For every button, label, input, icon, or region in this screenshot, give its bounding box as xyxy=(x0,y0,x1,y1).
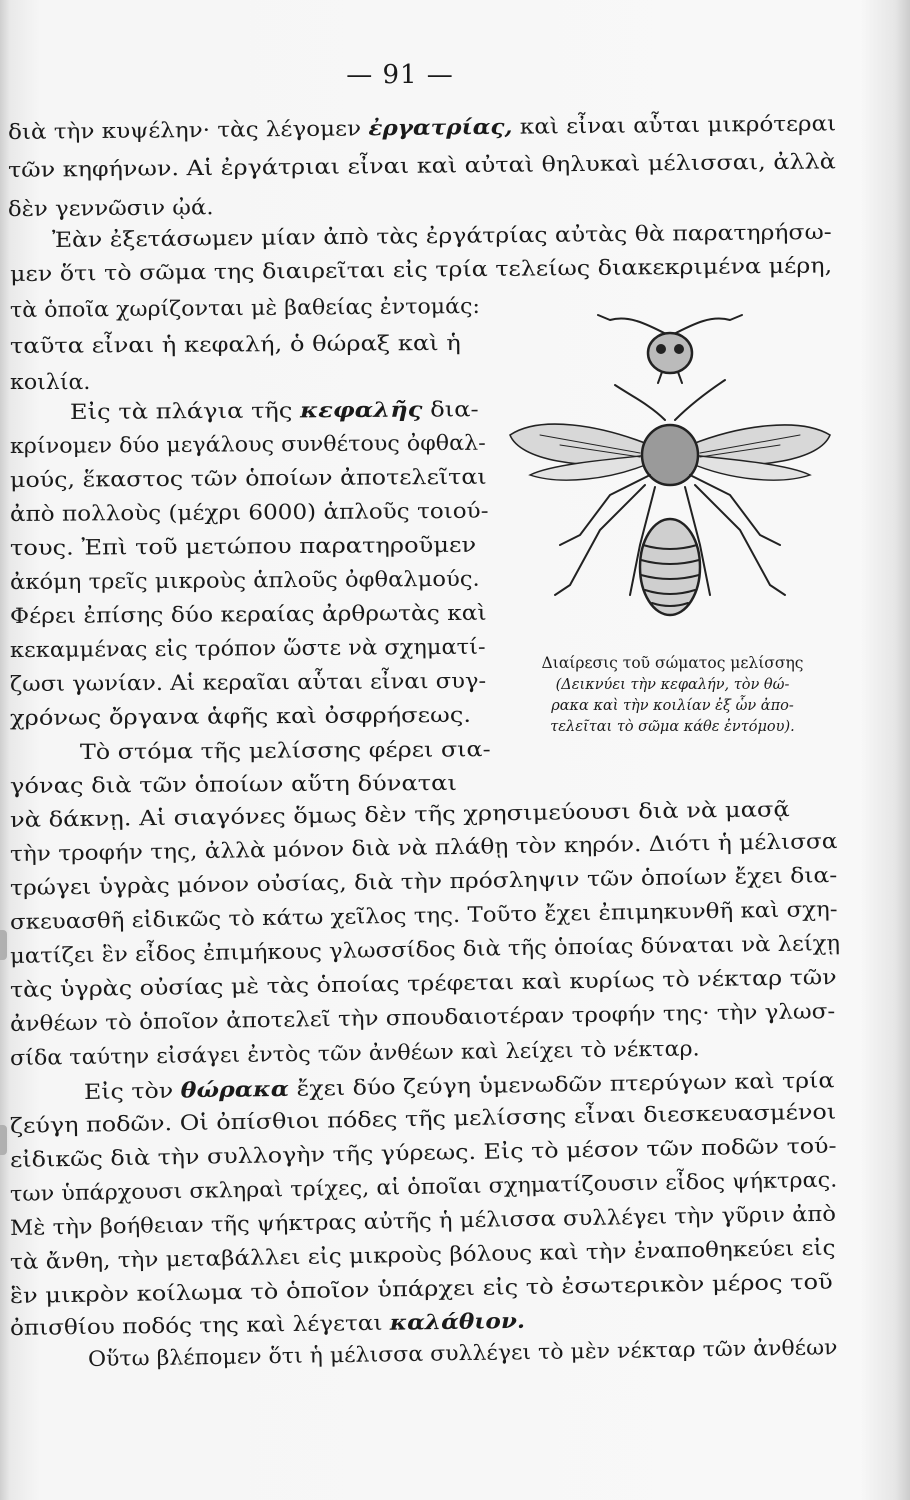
binding-hole xyxy=(0,1125,7,1155)
caption-title: Διαίρεσις τοῦ σώματος μελίσσης xyxy=(541,654,804,672)
text-line: τὰς ὑγρὰς οὐσίας μὲ τὰς ὁποίας τρέφεται καὶ κυρίως τὸ νέκταρ τῶν xyxy=(9,965,837,1002)
caption-text-line: (Δεικνύει τὴν κεφαλήν, τὸν θώ- xyxy=(555,677,790,693)
text-line: μούς, ἕκαστος τῶν ὁποίων ἀποτελεῖται xyxy=(9,464,487,492)
text-line: ἀνθέων τὸ ὁποῖον ἀποτελεῖ τὴν σπουδαιοτέραν τροφήν της· τὴν γλωσ- xyxy=(9,999,836,1036)
text-line: τρώγει ὑγρὰς μόνον οὐσίας, διὰ τὴν πρόσληψιν τῶν ὁποίων ἔχει δια- xyxy=(9,863,838,900)
figure-caption xyxy=(500,652,845,738)
text-line: ὀπισθίου ποδός της καὶ λέγεται καλάθιον. xyxy=(9,1307,526,1340)
text-line: σίδα ταύτην εἰσάγει ἐντὸς τῶν ἀνθέων καὶ λείχει τὸ νέκταρ. xyxy=(9,1036,700,1070)
text-line: Εἰς τὸν θώρακα ἔχει δύο ζεύγη ὑμενωδῶν πτερύγων καὶ τρία xyxy=(83,1068,835,1104)
text-line: κοιλία. xyxy=(10,370,91,394)
text-line: Μὲ τὴν βοήθειαν τῆς ψήκτρας αὐτῆς ἡ μέλισσα συλλέγει τὴν γῦριν ἀπὸ xyxy=(9,1201,837,1240)
text-line: νὰ δάκνῃ. Αἱ σιαγόνες ὅμως δὲν τῆς χρησιμεύουσι διὰ νὰ μασᾷ xyxy=(9,797,790,832)
binding-hole xyxy=(0,930,7,960)
text-line: κεκαμμένας εἰς τρόπον ὥστε νὰ σχηματί- xyxy=(9,634,486,662)
text-line: Φέρει ἐπίσης δύο κεραίας ἀρθρωτὰς καὶ xyxy=(9,600,487,628)
text-line: των ὑπάρχουσι σκληραὶ τρίχες, αἱ ὁποῖαι σχηματίζουσιν εἶδος ψήκτρας. xyxy=(9,1167,838,1206)
bee-abdomen-drawing xyxy=(640,519,700,615)
text-line: τὰ ὁποῖα χωρίζονται μὲ βαθείας ἐντομάς: xyxy=(9,293,481,322)
text-line: ματίζει ἓν εἶδος ἐπιμήκους γλωσσίδος διὰ τῆς ὁποίας δύναται νὰ λείχῃ xyxy=(9,930,841,968)
text-line: τους. Ἐπὶ τοῦ μετώπου παρατηροῦμεν xyxy=(9,532,477,560)
text-line: σκευασθῆ εἰδικῶς τὸ κάτω χεῖλος της. Τοῦτο ἔχει ἐπιμηκυνθῆ καὶ σχη- xyxy=(9,897,838,934)
text-line: Ἐὰν ἐξετάσωμεν μίαν ἀπὸ τὰς ἐργάτρίας αὐτὰς θὰ παρατηρήσω- xyxy=(51,219,832,252)
bee-body-illustration xyxy=(500,295,840,635)
text-line: Οὕτω βλέπομεν ὅτι ἡ μέλισσα συλλέγει τὸ μὲν νέκταρ τῶν ἀνθέων xyxy=(87,1335,838,1371)
text-line: ταῦτα εἶναι ἡ κεφαλή, ὁ θώραξ καὶ ἡ xyxy=(9,330,461,358)
text-line: κρίνομεν δύο μεγάλους συνθέτους ὀφθαλ- xyxy=(9,430,486,458)
text-line: τὰ ἄνθη, τὴν μεταβάλλει εἰς μικροὺς βόλους καὶ τὴν ἐναποθηκεύει εἰς xyxy=(9,1235,836,1274)
text-line: Τὸ στόμα τῆς μελίσσης φέρει σια- xyxy=(79,737,491,764)
text-line: ζωσι γωνίαν. Αἱ κεραῖαι αὗται εἶναι συγ- xyxy=(9,668,487,696)
text-line: χρόνως ὄργανα ἁφῆς καὶ ὀσφρήσεως. xyxy=(9,702,472,730)
text-line: ἀπὸ πολλοὺς (μέχρι 6000) ἁπλοῦς τοιού- xyxy=(9,498,489,526)
text-line: ἀκόμη τρεῖς μικροὺς ἁπλοῦς ὀφθαλμούς. xyxy=(9,566,480,594)
text-line: διὰ τὴν κυψέλην· τὰς λέγομεν ἐργατρίας, καὶ εἶναι αὗται μικρότεραι xyxy=(7,111,837,144)
text-line: δὲν γεννῶσιν ᾠά. xyxy=(7,195,214,221)
page-number: — 91 — xyxy=(346,60,454,90)
text-line: μεν ὅτι τὸ σῶμα της διαιρεῖται εἰς τρία τελείως διακεκριμένα μέρη, xyxy=(9,253,833,286)
text-line: ἓν μικρὸν κοίλωμα τὸ ὁποῖον ὑπάρχει εἰς τὸ ἐσωτερικὸν μέρος τοῦ xyxy=(9,1269,833,1308)
text-line: ζεύγη ποδῶν. Οἱ ὀπίσθιοι πόδες τῆς μελίσσης εἶναι διεσκευασμένοι xyxy=(9,1099,837,1138)
text-line: τῶν κηφήνων. Αἱ ἐργάτριαι εἶναι καὶ αὐταὶ θηλυκαὶ μέλισσαι, ἀλλὰ xyxy=(7,149,836,182)
text-line: τὴν τροφήν της, ἀλλὰ μόνον διὰ νὰ πλάθῃ τὸν κηρόν. Διότι ἡ μέλισσα xyxy=(9,829,838,866)
caption-text-line: τελεῖται τὸ σῶμα κάθε ἐντόμου). xyxy=(550,719,795,735)
text-line: εἰδικῶς διὰ τὴν συλλογὴν τῆς γύρεως. Εἰς τὸ μέσον τῶν ποδῶν τού- xyxy=(9,1133,837,1172)
bee-head-drawing xyxy=(598,315,742,383)
text-line: Εἰς τὰ πλάγια τῆς κεφαλῆς δια- xyxy=(69,396,479,424)
text-line: γόνας διὰ τῶν ὁποίων αὕτη δύναται xyxy=(9,770,457,798)
caption-text-line: ρακα καὶ τὴν κοιλίαν ἐξ ὧν ἀπο- xyxy=(551,698,794,714)
